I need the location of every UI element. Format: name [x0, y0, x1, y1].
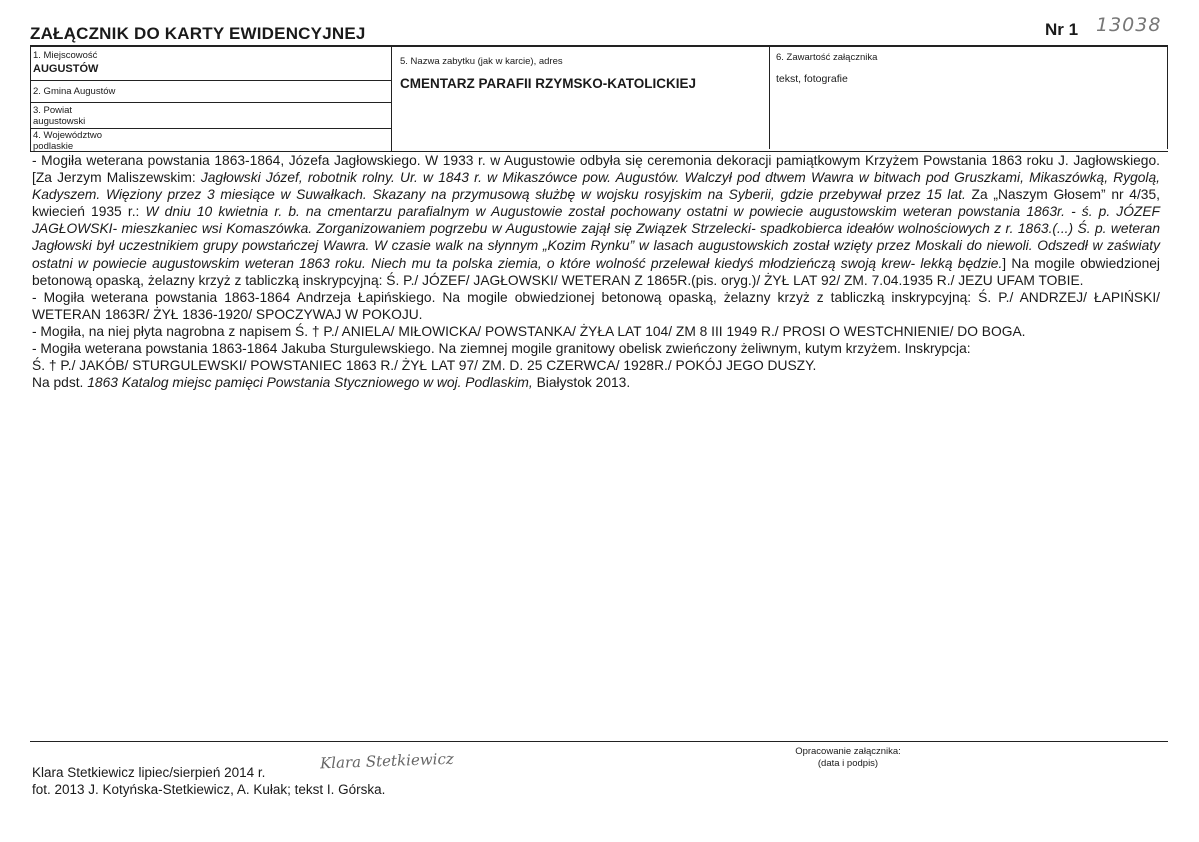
footer-rule	[30, 741, 1168, 742]
paragraph-jaglowski	[32, 152, 1160, 289]
source-title: 1863 Katalog miejsc pamięci Powstania Styczniowego w woj. Podlaskim,	[87, 375, 533, 391]
field-6-label: 6. Zawartość załącznika	[776, 52, 878, 63]
photo-credit-line: fot. 2013 J. Kotyńska-Stetkiewicz, A. Kułak; tekst I. Górska.	[32, 782, 386, 797]
attachment-number: Nr 1	[1045, 20, 1079, 39]
field-1-value: AUGUSTÓW	[33, 63, 99, 75]
field-2-label: 2. Gmina Augustów	[33, 86, 116, 97]
handwritten-signature: Klara Stetkiewicz	[319, 749, 455, 773]
quoted-biography: Jagłowski Józef, robotnik rolny. Ur. w 1843 r. w Mikaszówce pow. Augustów. Walczył pod dtwem Wawra w bitwach pod Gruszkami, Mikaszówką, Rygolą, Kadyszem. Więziony przez 3 miesiące w Suwałkach. Skazany na przymusową służbę w wojsku rosyjskim na Syberii, gdzie przebywał przez 15 lat.	[32, 170, 1161, 203]
monument-name: CMENTARZ PARAFII RZYMSKO-KATOLICKIEJ	[400, 76, 696, 91]
field-1-label: 1. Miejscowość	[33, 50, 98, 61]
prepared-by-label: Opracowanie załącznika:	[795, 746, 901, 757]
field-6-value: tekst, fotografie	[776, 73, 848, 85]
paragraph-inscription: Ś. † P./ JAKÓB/ STURGULEWSKI/ POWSTANIEC 1863 R./ ŻYŁ LAT 97/ ZM. D. 25 CZERWCA/ 1928R./ POKÓJ JEGO DUSZY.	[32, 358, 817, 374]
field-3-value: augustowski	[33, 116, 86, 127]
text-segment: Za „Naszym Głosem” nr 4/35, kwiecień 1935 r.:	[32, 187, 1160, 220]
handwritten-record-number: 13038	[1096, 14, 1162, 36]
row-divider-1	[30, 80, 391, 81]
prepared-by-sublabel: (data i podpis)	[817, 758, 879, 769]
paragraph-source	[32, 374, 1160, 391]
quoted-newspaper: W dniu 10 kwietnia r. b. na cmentarzu parafialnym w Augustowie został pochowany ostatni w powiecie augustowskim weteran powstania 1863r. - ś. p. JÓZEF JAGŁOWSKI- mieszkaniec wsi Komaszówka. Zorganizowaniem pogrzebu w Augustowie zajął się Związek Strzelecki- spadkobierca ideałów wolnościowych z r. 1863.(...) Ś. p. weteran Jagłowski był uczestnikiem grupy powstańczej Wawra. W czasie walk na słynnym „Kozim Rynku” w lasach augustowskich został wzięty przez Moskali do niewoli. Odszedł w zaświaty ostatni w powiecie augustowskim weteran 1863 roku. Niech mu ta polska ziemia, o które wolność przelewał kiedyś młodzieńczą swoją krew- lekką będzie.	[32, 204, 1160, 271]
field-4-value: podlaskie	[33, 141, 74, 152]
text-segment: - Mogiła weterana powstania 1863-1864, Józefa Jagłowskiego. W 1933 r. w Augustowie odbyła się ceremonia dekoracji pamiątkowym Krzyżem Powstania 1863 roku J. Jagłowskiego. [Za Jerzym Maliszewskim:	[32, 153, 1160, 186]
author-line: Klara Stetkiewicz lipiec/sierpień 2014 r.	[32, 765, 266, 780]
paragraph-sturgulewski: - Mogiła weterana powstania 1863-1864 Jakuba Sturgulewskiego. Na ziemnej mogile granitowy obelisk zwieńczony żeliwnym, kutym krzyżem. Inskrypcja:	[32, 341, 971, 357]
document-title: ZAŁĄCZNIK DO KARTY EWIDENCYJNEJ	[30, 24, 366, 43]
text-segment: Białystok 2013.	[532, 375, 631, 391]
form-left-border	[30, 45, 31, 152]
field-3-label: 3. Powiat	[33, 105, 73, 116]
text-segment: ] Na mogile obwiedzionej betonową opaską, żelazny krzyż z tabliczką inskrypcyjną: Ś. P./ JÓZEF/ JAGŁOWSKI/ WETERAN Z 1865R.(pis. oryg.)/ ŻYŁ LAT 92/ ZM. 7.04.1935 R./ JEZU UFAM TOBIE.	[32, 255, 1160, 288]
text-segment: Na pdst.	[32, 375, 88, 391]
form-divider-1	[391, 45, 392, 152]
description-body	[32, 152, 1160, 391]
field-4-label: 4. Województwo	[33, 130, 102, 141]
form-top-border	[30, 45, 1168, 47]
row-divider-2	[30, 102, 391, 103]
paragraph-lapinski: - Mogiła weterana powstania 1863-1864 Andrzeja Łapińskiego. Na mogile obwiedzionej betonową opaską, żelazny krzyż z tabliczką inskrypcyjną: Ś. P./ ANDRZEJ/ ŁAPIŃSKI/ WETERAN 1863R/ ŻYŁ 1836-1920/ SPOCZYWAJ W POKOJU.	[32, 289, 1160, 322]
form-right-border	[1167, 45, 1168, 149]
row-divider-3	[30, 128, 391, 129]
field-5-label: 5. Nazwa zabytku (jak w karcie), adres	[400, 56, 563, 67]
form-divider-2	[769, 45, 770, 149]
paragraph-milowicka: - Mogiła, na niej płyta nagrobna z napisem Ś. † P./ ANIELA/ MIŁOWICKA/ POWSTANKA/ ŻYŁA LAT 104/ ZM 8 III 1949 R./ PROSI O WESTCHNIENIE/ DO BOGA.	[32, 323, 1026, 339]
